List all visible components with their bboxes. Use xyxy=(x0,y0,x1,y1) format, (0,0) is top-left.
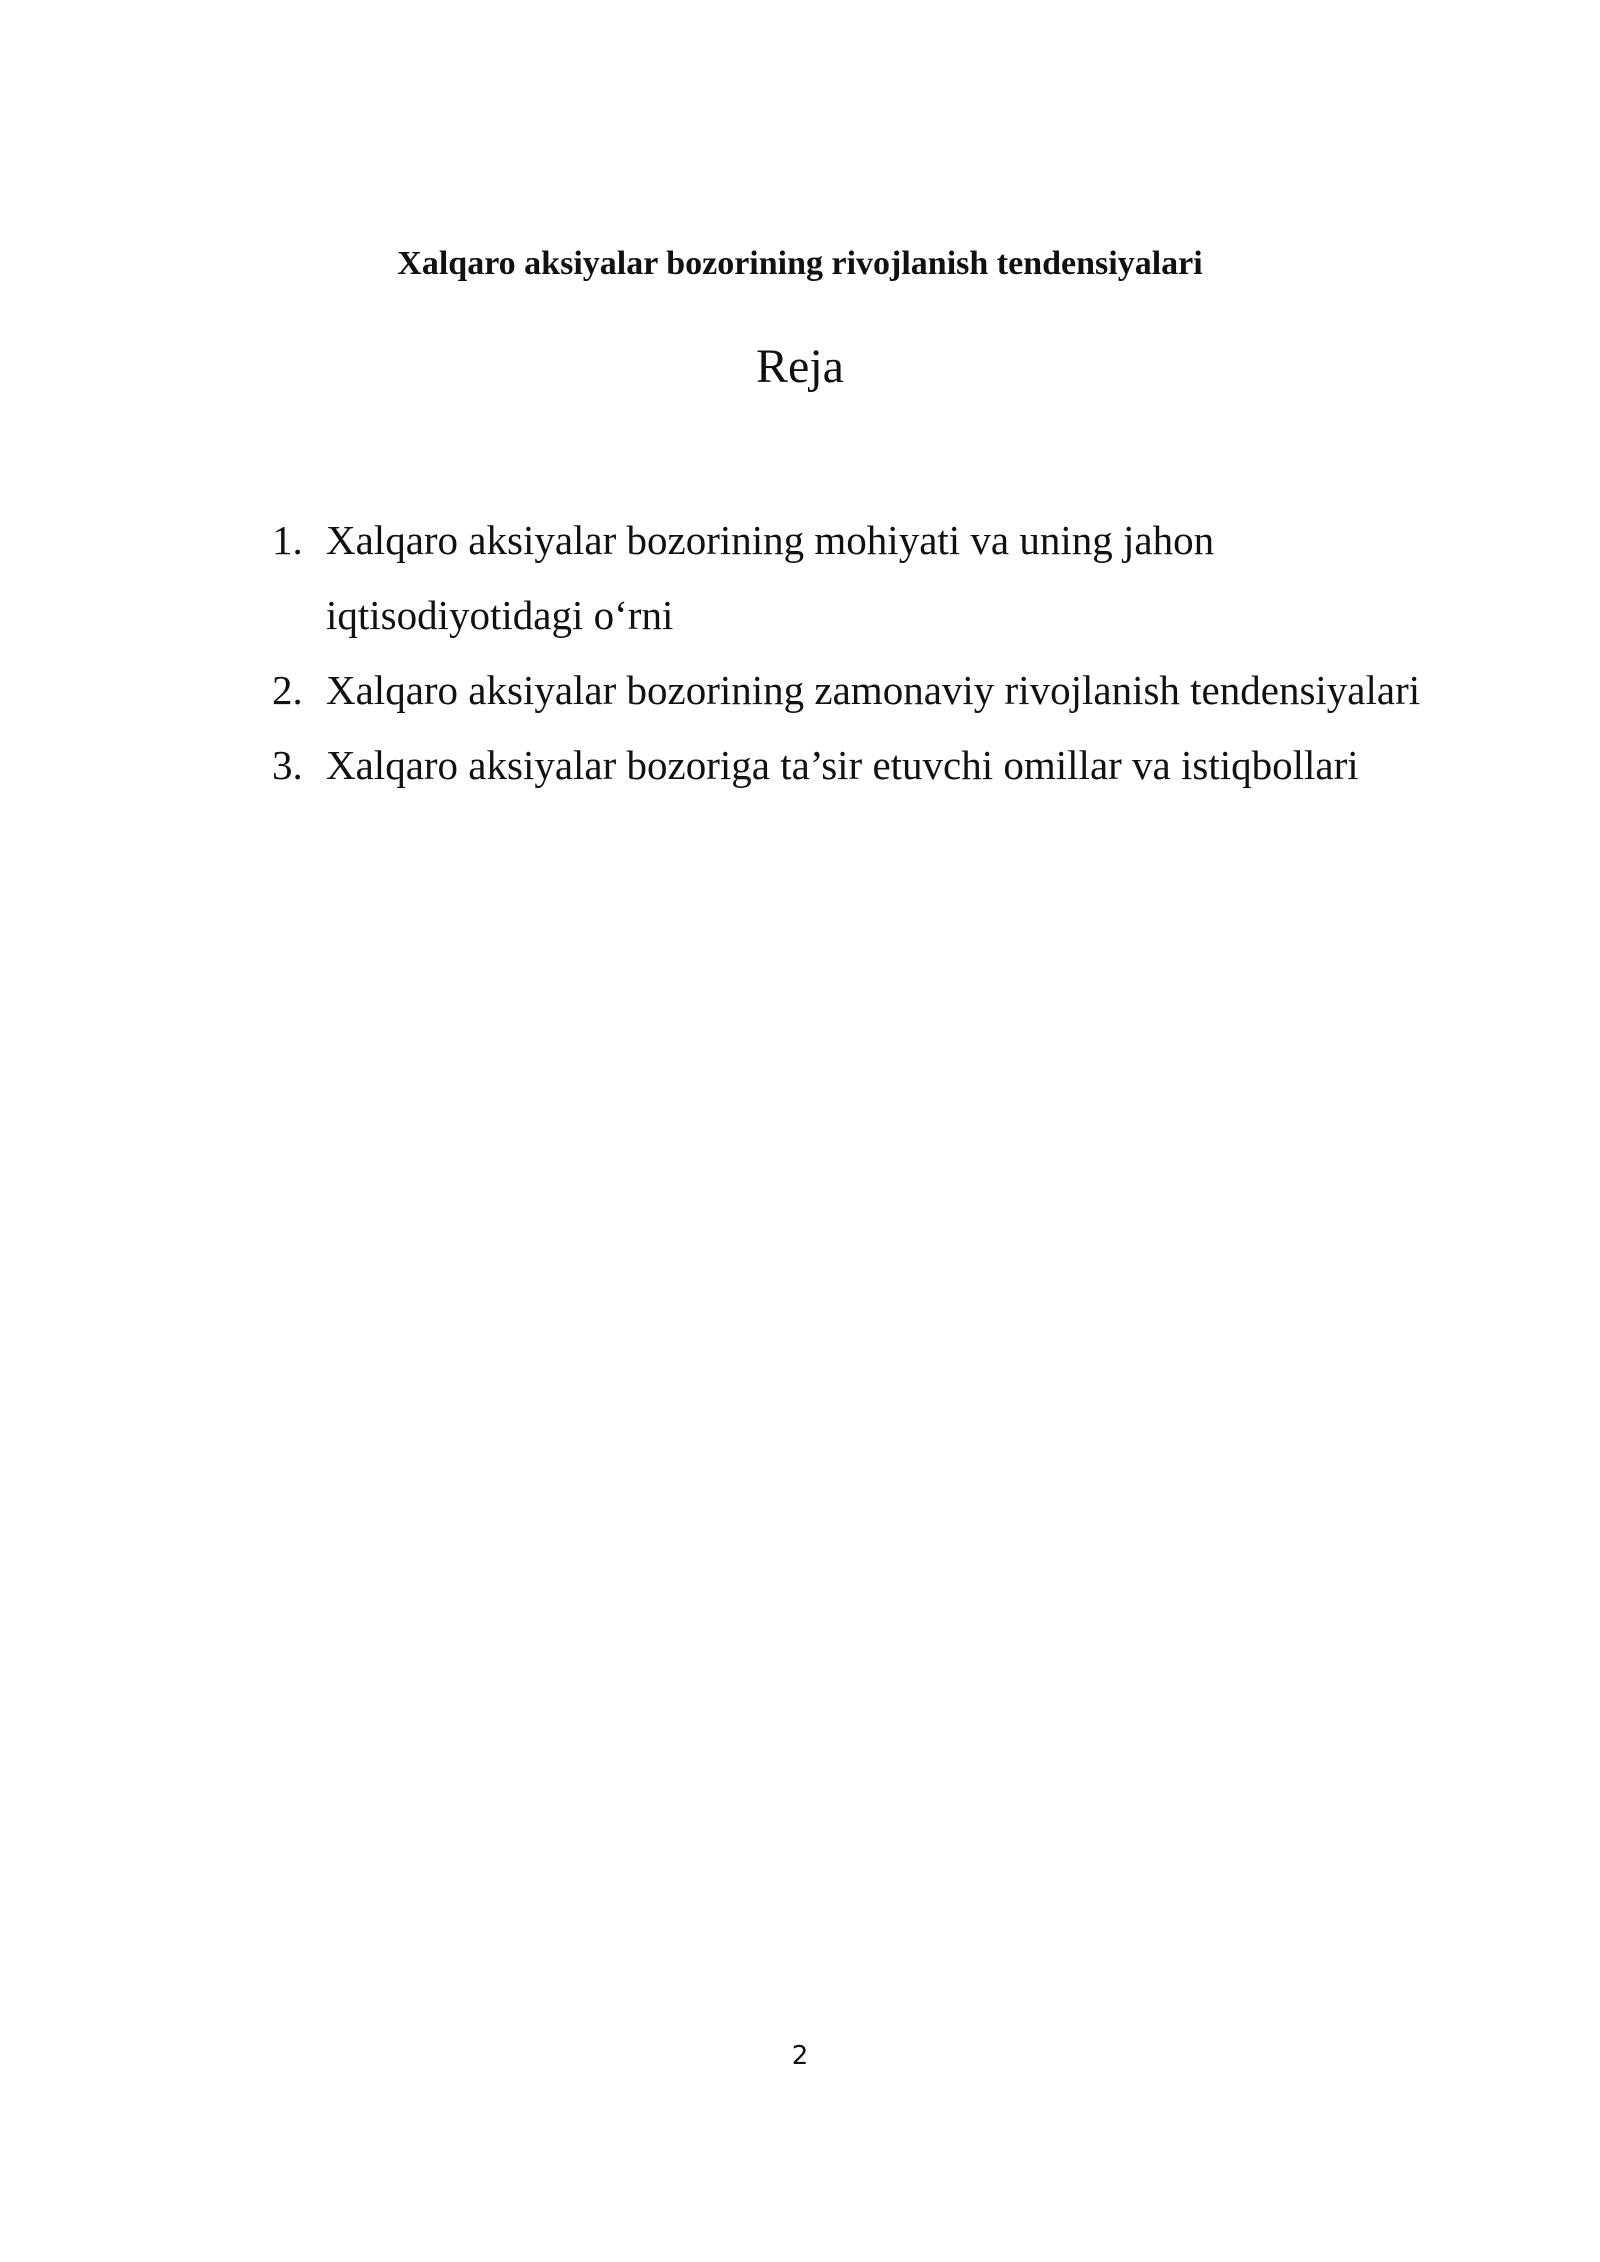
plan-item-line: Xalqaro aksiyalar bozorining zamonaviy rivojlanish tendensiyalari xyxy=(326,667,1421,713)
plan-item-text xyxy=(326,728,1512,803)
plan-item-line: iqtisodiyotidagi o‘rni xyxy=(326,592,674,638)
plan-item-text xyxy=(326,503,1512,653)
plan-item-number: 2. xyxy=(272,667,303,713)
plan-list xyxy=(272,503,1512,803)
document-title: Xalqaro aksiyalar bozorining rivojlanish tendensiyalari xyxy=(397,245,1203,282)
plan-item-2 xyxy=(272,653,1512,728)
page-number: 2 xyxy=(791,2041,809,2071)
plan-item-1 xyxy=(272,503,1512,653)
plan-item-line: Xalqaro aksiyalar bozorining mohiyati va uning jahon xyxy=(326,517,1215,563)
plan-item-3 xyxy=(272,728,1512,803)
plan-item-text xyxy=(326,653,1512,728)
plan-heading: Reja xyxy=(756,340,844,393)
plan-item-number: 3. xyxy=(272,742,303,788)
plan-item-number: 1. xyxy=(272,517,303,563)
plan-item-line: Xalqaro aksiyalar bozoriga ta’sir etuvchi omillar va istiqbollari xyxy=(326,742,1359,788)
